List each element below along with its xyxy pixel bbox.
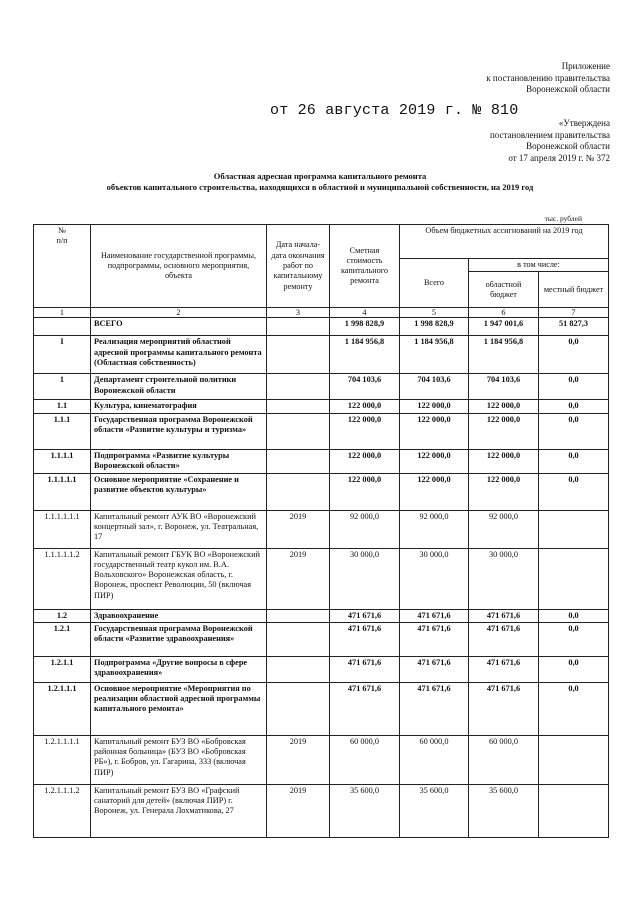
approval-line-1: «Утверждена [558, 118, 610, 128]
colnum: 7 [539, 308, 609, 318]
colnum: 1 [34, 308, 91, 318]
cell-reg: 1 947 001,6 [469, 318, 539, 336]
cell-reg: 122 000,0 [469, 400, 539, 413]
cell-name: Здравоохранение [91, 609, 267, 622]
cell-loc [539, 735, 609, 784]
cell-name: Основное мероприятие «Сохранение и развитие объектов культуры» [91, 473, 267, 510]
cell-total: 92 000,0 [400, 510, 469, 548]
cell-reg: 30 000,0 [469, 548, 539, 609]
cell-reg: 471 671,6 [469, 656, 539, 682]
appendix-note [486, 61, 610, 96]
cell-cost: 122 000,0 [330, 413, 400, 449]
cell-num: 1 [34, 374, 91, 400]
table-row [34, 682, 609, 735]
cell-total: 471 671,6 [400, 622, 469, 656]
cell-reg: 704 103,6 [469, 374, 539, 400]
header-local: местный бюджет [539, 272, 609, 308]
cell-num: 1.1.1.1.1.2 [34, 548, 91, 609]
cell-date [267, 622, 330, 656]
table-row [34, 413, 609, 449]
table-row [34, 735, 609, 784]
table-row [34, 473, 609, 510]
cell-reg: 471 671,6 [469, 622, 539, 656]
cell-name: Капитальный ремонт ГБУК ВО «Воронежский государственный театр кукол им. В.А. Вольховского» Воронежская область, г. Воронеж, проспект Революции, 50 (включая ПИР) [91, 548, 267, 609]
table-row [34, 336, 609, 374]
cell-cost: 471 671,6 [330, 656, 400, 682]
cell-date [267, 336, 330, 374]
colnum: 6 [469, 308, 539, 318]
cell-cost: 30 000,0 [330, 548, 400, 609]
decree-date: от 26 августа 2019 г. № 810 [270, 102, 519, 119]
cell-name: Капитальный ремонт БУЗ ВО «Графский санаторий для детей» (включая ПИР) г. Воронеж, ул. Генерала Лохматикова, 27 [91, 784, 267, 837]
cell-date [267, 682, 330, 735]
cell-loc: 0,0 [539, 656, 609, 682]
cell-name: Основное мероприятие «Мероприятия по реализации областной адресной программы капитального ремонта» [91, 682, 267, 735]
cell-name: Департамент строительной политики Воронежской области [91, 374, 267, 400]
cell-reg: 92 000,0 [469, 510, 539, 548]
cell-num: I [34, 336, 91, 374]
cell-date: 2019 [267, 735, 330, 784]
cell-num: 1.2.1.1.1 [34, 682, 91, 735]
header-cost: Сметная стоимость капитального ремонта [330, 225, 400, 308]
cell-loc [539, 784, 609, 837]
table-row [34, 656, 609, 682]
cell-name: Капитальный ремонт БУЗ ВО «Бобровская районная больница» (БУЗ ВО «Бобровская РБ»), г. Бобров, ул. Гагарина, 333 (включая ПИР) [91, 735, 267, 784]
cell-loc [539, 510, 609, 548]
cell-name: Капитальный ремонт АУК ВО «Воронежский концертный зал», г. Воронеж, ул. Театральная, 17 [91, 510, 267, 548]
cell-loc: 0,0 [539, 609, 609, 622]
cell-name: Государственная программа Воронежской области «Развитие культуры и туризма» [91, 413, 267, 449]
cell-total: 122 000,0 [400, 473, 469, 510]
cell-num: 1.2.1.1 [34, 656, 91, 682]
header-budget: Объем бюджетных ассигнований на 2019 год [400, 225, 609, 259]
cell-reg: 1 184 956,8 [469, 336, 539, 374]
cell-total: 60 000,0 [400, 735, 469, 784]
cell-num: 1.2.1.1.1.2 [34, 784, 91, 837]
approval-line-4: от 17 апреля 2019 г. № 372 [508, 152, 610, 163]
cell-cost: 1 998 828,9 [330, 318, 400, 336]
cell-loc: 0,0 [539, 473, 609, 510]
title-line-2: объектов капитального строительства, находящихся в областной и муниципальной собственности, на 2019 год [106, 182, 534, 192]
cell-num: 1.2.1 [34, 622, 91, 656]
cell-name: Подпрограмма «Развитие культуры Воронежской области» [91, 449, 267, 473]
cell-total: 704 103,6 [400, 374, 469, 400]
cell-num: 1.1 [34, 400, 91, 413]
cell-date [267, 374, 330, 400]
cell-cost: 1 184 956,8 [330, 336, 400, 374]
cell-date: 2019 [267, 548, 330, 609]
header-incl: в том числе: [469, 259, 609, 272]
cell-cost: 471 671,6 [330, 622, 400, 656]
cell-num: 1.1.1 [34, 413, 91, 449]
cell-total: 471 671,6 [400, 656, 469, 682]
approval-note [490, 118, 610, 164]
header-regional: областной бюджет [469, 272, 539, 308]
cell-date [267, 656, 330, 682]
cell-loc: 0,0 [539, 622, 609, 656]
cell-name: Реализация мероприятий областной адресной программы капитального ремонта (Областная собственность) [91, 336, 267, 374]
table-row [34, 510, 609, 548]
table-row [34, 548, 609, 609]
cell-total: 1 184 956,8 [400, 336, 469, 374]
document-title [0, 171, 640, 193]
cell-num: 1.1.1.1.1 [34, 473, 91, 510]
cell-total: 122 000,0 [400, 400, 469, 413]
table-row [34, 449, 609, 473]
cell-cost: 92 000,0 [330, 510, 400, 548]
table-row [34, 318, 609, 336]
cell-reg: 122 000,0 [469, 413, 539, 449]
approval-line-3: Воронежской области [526, 141, 610, 151]
cell-reg: 35 600,0 [469, 784, 539, 837]
cell-num [34, 318, 91, 336]
cell-loc [539, 548, 609, 609]
column-number-row [34, 308, 609, 318]
cell-reg: 60 000,0 [469, 735, 539, 784]
program-table [33, 224, 609, 838]
appendix-line-3: Воронежской области [526, 84, 610, 94]
cell-date [267, 413, 330, 449]
cell-date [267, 473, 330, 510]
cell-cost: 60 000,0 [330, 735, 400, 784]
colnum: 3 [267, 308, 330, 318]
header-total: Всего [400, 259, 469, 308]
cell-date [267, 318, 330, 336]
cell-reg: 122 000,0 [469, 473, 539, 510]
cell-cost: 471 671,6 [330, 609, 400, 622]
cell-reg: 471 671,6 [469, 682, 539, 735]
cell-total: 30 000,0 [400, 548, 469, 609]
table-row [34, 784, 609, 837]
cell-loc: 0,0 [539, 374, 609, 400]
cell-date [267, 449, 330, 473]
appendix-line-1: Приложение [561, 61, 610, 71]
cell-total: 471 671,6 [400, 609, 469, 622]
cell-total: 471 671,6 [400, 682, 469, 735]
cell-name: Культура, кинематография [91, 400, 267, 413]
cell-loc: 0,0 [539, 400, 609, 413]
cell-num: 1.2.1.1.1.1 [34, 735, 91, 784]
cell-name: Государственная программа Воронежской области «Развитие здравоохранения» [91, 622, 267, 656]
cell-loc: 51 827,3 [539, 318, 609, 336]
cell-cost: 35 600,0 [330, 784, 400, 837]
cell-date: 2019 [267, 784, 330, 837]
header-num: № п/п [34, 225, 91, 308]
cell-name: Подпрограмма «Другие вопросы в сфере здравоохранения» [91, 656, 267, 682]
cell-num: 1.1.1.1 [34, 449, 91, 473]
colnum: 5 [400, 308, 469, 318]
cell-cost: 704 103,6 [330, 374, 400, 400]
cell-loc: 0,0 [539, 449, 609, 473]
cell-total: 122 000,0 [400, 449, 469, 473]
colnum: 2 [91, 308, 267, 318]
cell-cost: 122 000,0 [330, 400, 400, 413]
cell-date [267, 400, 330, 413]
cell-cost: 471 671,6 [330, 682, 400, 735]
cell-total: 1 998 828,9 [400, 318, 469, 336]
cell-loc: 0,0 [539, 682, 609, 735]
colnum: 4 [330, 308, 400, 318]
cell-loc: 0,0 [539, 336, 609, 374]
cell-total: 35 600,0 [400, 784, 469, 837]
approval-line-2: постановлением правительства [489, 129, 610, 140]
cell-total: 122 000,0 [400, 413, 469, 449]
appendix-line-2: к постановлению правительства [486, 72, 610, 83]
cell-cost: 122 000,0 [330, 449, 400, 473]
table-row [34, 609, 609, 622]
cell-reg: 471 671,6 [469, 609, 539, 622]
cell-num: 1.2 [34, 609, 91, 622]
cell-date: 2019 [267, 510, 330, 548]
title-line-1: Областная адресная программа капитального ремонта [213, 171, 427, 181]
cell-date [267, 609, 330, 622]
header-name: Наименование государственной программы, подпрограммы, основного мероприятия, объекта [91, 225, 267, 308]
table-row [34, 374, 609, 400]
units-label: тыс. рублей [544, 214, 582, 223]
table-row [34, 622, 609, 656]
cell-num: 1.1.1.1.1.1 [34, 510, 91, 548]
cell-cost: 122 000,0 [330, 473, 400, 510]
table-row [34, 400, 609, 413]
cell-name: ВСЕГО [91, 318, 267, 336]
cell-reg: 122 000,0 [469, 449, 539, 473]
header-dates: Дата начала-дата окончания работ по капитальному ремонту [267, 225, 330, 308]
cell-loc: 0,0 [539, 413, 609, 449]
